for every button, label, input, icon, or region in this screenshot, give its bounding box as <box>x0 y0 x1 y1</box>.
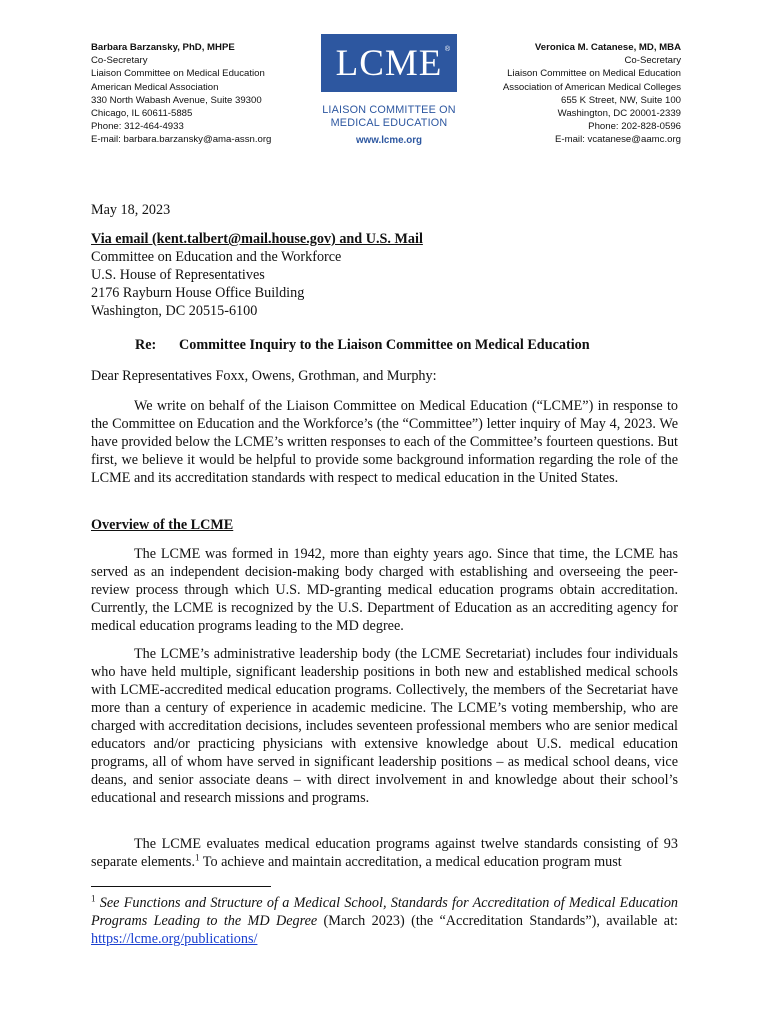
salutation: Dear Representatives Foxx, Owens, Grothman, and Murphy: <box>91 368 437 384</box>
right-phone: Phone: 202-828-0596 <box>588 121 681 133</box>
footnote-text: (March 2023) (the “Accreditation Standards”), available at: <box>317 913 678 929</box>
left-org-line-2: American Medical Association <box>91 81 219 93</box>
section-heading: Overview of the LCME <box>91 517 234 533</box>
re-subject: Committee Inquiry to the Liaison Committee on Medical Education <box>179 337 590 353</box>
left-signatory-role: Co-Secretary <box>91 55 148 67</box>
logo-mark-box <box>321 34 457 92</box>
paragraph-intro <box>91 397 678 487</box>
logo-mark: LCME <box>335 42 443 84</box>
recipient-line-1: Committee on Education and the Workforce <box>91 249 342 265</box>
delivery-method: Via email (kent.talbert@mail.house.gov) and U.S. Mail <box>91 231 423 247</box>
paragraph-history <box>91 545 678 635</box>
left-org-line-1: Liaison Committee on Medical Education <box>91 68 265 80</box>
right-org-line-1: Liaison Committee on Medical Education <box>507 68 681 80</box>
left-email: E-mail: barbara.barzansky@ama-assn.org <box>91 134 272 146</box>
footnote <box>91 894 678 948</box>
recipient-line-4: Washington, DC 20515-6100 <box>91 303 258 319</box>
footnote-link[interactable]: https://lcme.org/publications/ <box>91 931 258 947</box>
re-label: Re: <box>135 337 157 353</box>
left-signatory-name: Barbara Barzansky, PhD, MHPE <box>91 42 235 53</box>
paragraph-secretariat <box>91 645 678 807</box>
right-org-line-2: Association of American Medical Colleges <box>502 81 681 93</box>
footnote-reference[interactable]: 1 <box>195 852 200 863</box>
footnote-divider <box>91 886 271 887</box>
paragraph-standards <box>91 835 678 871</box>
paragraph-secretariat-text: The LCME’s administrative leadership body (the LCME Secretariat) includes four individuals who have held multiple, significant leadership positions in both new and established medical schools with LCME-accredited medical education programs. Collectively, the members of the Secretariat have more than a century of experience in academic medicine. The LCME’s voting membership, who are charged with accreditation decisions, includes seventeen professional members who are senior medical educators and/or practicing physicians with extensive knowledge about U.S. medical education programs, all of whom have served in significant leadership positions – as medical school deans, vice deans, and senior associate deans – with direct involvement in and knowledge about their school’s educational and research missions and programs. <box>91 646 678 806</box>
paragraph-intro-text: We write on behalf of the Liaison Committee on Medical Education (“LCME”) in response to the Committee on Education and the Workforce’s (the “Committee”) letter inquiry of May 4, 2023. We have provided below the LCME’s written responses to each of the Committee’s fourteen questions. But first, we believe it would be helpful to provide some background information regarding the role of the LCME and its accreditation standards with respect to medical education in the United States. <box>91 398 678 486</box>
recipient-block <box>91 230 678 320</box>
logo-subtitle-line-1: LIAISON COMMITTEE ON <box>322 104 456 116</box>
letterhead-left <box>91 41 271 147</box>
recipient-line-2: U.S. House of Representatives <box>91 267 265 283</box>
right-signatory-name: Veronica M. Catanese, MD, MBA <box>534 42 681 53</box>
paragraph-history-text: The LCME was formed in 1942, more than eighty years ago. Since that time, the LCME has served as an independent decision-making body charged with establishing and overseeing the peer-review process through which U.S. MD-granting medical education programs obtain accreditation. Currently, the LCME is recognized by the U.S. Department of Education as an accrediting agency for medical education programs leading to the MD degree. <box>91 546 678 634</box>
right-address-line-2: Washington, DC 20001-2339 <box>557 108 681 120</box>
left-address-line-1: 330 North Wabash Avenue, Suite 39300 <box>91 94 262 106</box>
left-address-line-2: Chicago, IL 60611-5885 <box>91 108 193 120</box>
footnote-marker: 1 <box>91 893 96 904</box>
paragraph-standards-text <box>91 835 678 871</box>
logo-subtitle <box>321 104 457 130</box>
right-address-line-1: 655 K Street, NW, Suite 100 <box>561 94 681 106</box>
registered-mark: ® <box>444 46 450 53</box>
letterhead-right <box>503 41 681 147</box>
right-signatory-role: Co-Secretary <box>624 55 681 67</box>
lcme-logo <box>321 34 457 146</box>
re-line <box>135 337 590 354</box>
logo-website-link[interactable]: www.lcme.org <box>355 135 423 146</box>
left-phone: Phone: 312-464-4933 <box>91 121 184 133</box>
paragraph-standards-part-1: The LCME evaluates medical education programs against twelve standards consisting of 93 separate elements. <box>91 836 678 870</box>
paragraph-standards-part-2: To achieve and maintain accreditation, a medical education program must <box>199 854 622 870</box>
logo-subtitle-line-2: MEDICAL EDUCATION <box>330 117 448 129</box>
letter-date: May 18, 2023 <box>91 202 171 218</box>
footnote-citation: See Functions and Structure of a Medical School, Standards for Accreditation of Medical Education Programs Leading to the MD Degree <box>91 895 679 929</box>
right-email: E-mail: vcatanese@aamc.org <box>555 134 681 146</box>
recipient-line-3: 2176 Rayburn House Office Building <box>91 285 305 301</box>
